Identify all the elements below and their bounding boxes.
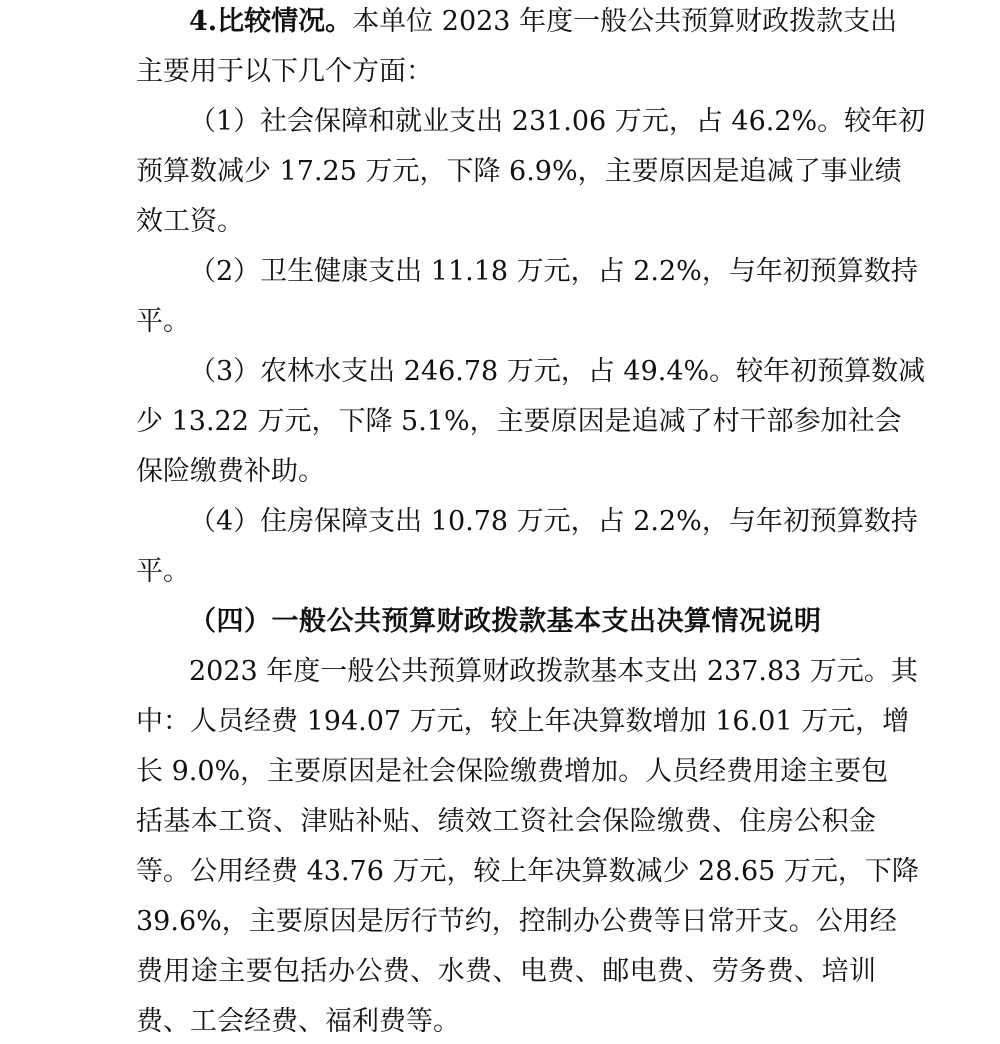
item-2-line-2: 平。	[136, 306, 190, 337]
item-3-line-1: （3）农林水支出 246.78 万元，占 49.4%。较年初预算数减	[189, 356, 926, 387]
basic-expense-line-3: 长 9.0%，主要原因是社会保险缴费增加。人员经费用途主要包	[136, 756, 889, 787]
section-lead: 4.比较情况。	[189, 6, 353, 37]
item-4-line-1: （4）住房保障支出 10.78 万元，占 2.2%，与年初预算数持	[189, 506, 918, 537]
basic-expense-line-4: 括基本工资、津贴补贴、绩效工资社会保险缴费、住房公积金	[136, 806, 876, 837]
basic-expense-line-7: 费用途主要包括办公费、水费、电费、邮电费、劳务费、培训	[136, 956, 876, 987]
item-1-line-3: 效工资。	[136, 206, 244, 237]
section-heading: （四）一般公共预算财政拨款基本支出决算情况说明	[189, 606, 822, 637]
basic-expense-line-8: 费、工会经费、福利费等。	[136, 1006, 460, 1037]
basic-expense-line-5: 等。公用经费 43.76 万元，较上年决算数减少 28.65 万元，下降	[136, 856, 919, 887]
paragraph-comparison-line-2: 主要用于以下几个方面：	[136, 56, 433, 87]
item-2-line-1: （2）卫生健康支出 11.18 万元，占 2.2%，与年初预算数持	[189, 256, 918, 287]
paragraph-text: 本单位 2023 年度一般公共预算财政拨款支出	[352, 6, 898, 37]
item-3-line-2: 少 13.22 万元，下降 5.1%，主要原因是追减了村干部参加社会	[136, 406, 902, 437]
item-4-line-2: 平。	[136, 556, 190, 587]
basic-expense-line-1: 2023 年度一般公共预算财政拨款基本支出 237.83 万元。其	[189, 656, 918, 687]
item-1-line-2: 预算数减少 17.25 万元，下降 6.9%，主要原因是追减了事业绩	[136, 156, 902, 187]
basic-expense-line-2: 中：人员经费 194.07 万元，较上年决算数增加 16.01 万元，增	[136, 706, 910, 737]
item-3-line-3: 保险缴费补助。	[136, 456, 325, 487]
basic-expense-line-6: 39.6%，主要原因是厉行节约，控制办公费等日常开支。公用经	[136, 906, 897, 937]
paragraph-comparison-line-1	[189, 2, 898, 42]
item-1-line-1: （1）社会保障和就业支出 231.06 万元，占 46.2%。较年初	[189, 106, 926, 137]
